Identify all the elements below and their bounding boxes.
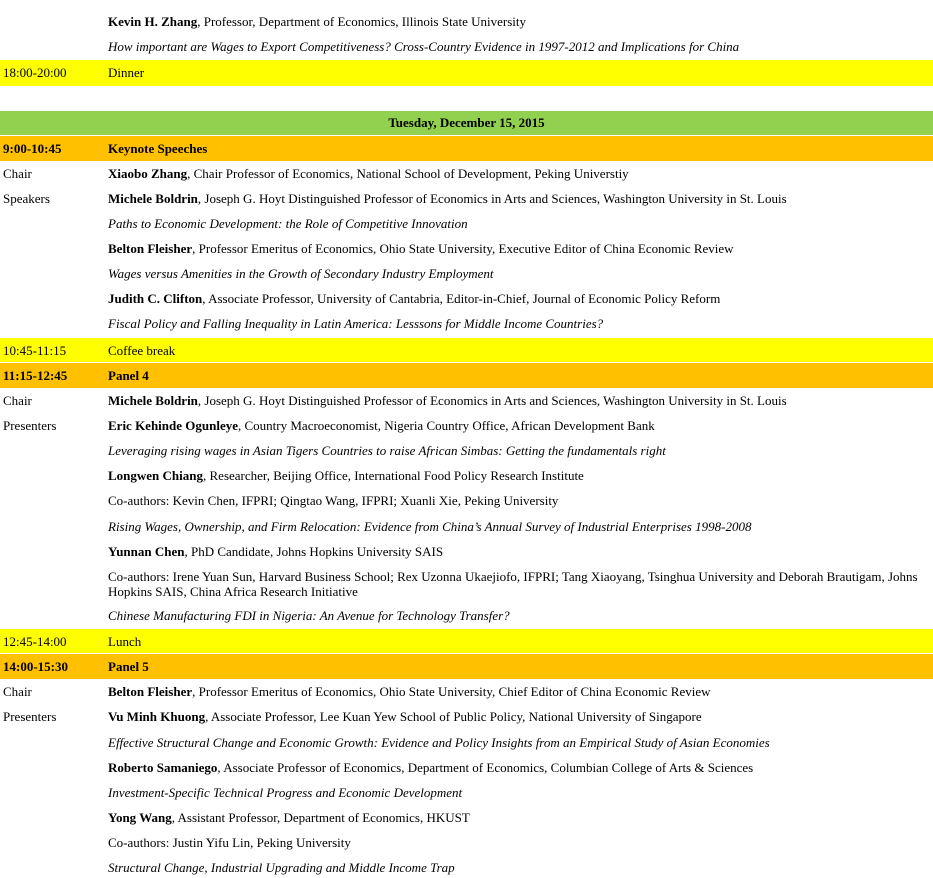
panel5-presenter-3 xyxy=(0,806,933,830)
paper-title: Fiscal Policy and Falling Inequality in Latin America: Lesssons for Middle Income Countries? xyxy=(108,316,604,331)
lunch-row xyxy=(0,629,933,653)
dinner-row xyxy=(0,60,933,86)
coauthors: Co-authors: Kevin Chen, IFPRI; Qingtao Wang, IFPRI; Xuanli Xie, Peking University xyxy=(108,493,559,508)
day-header: Tuesday, December 15, 2015 xyxy=(388,115,545,130)
panel4-coauthors-2 xyxy=(0,489,933,513)
speaker-affiliation: , Professor Emeritus of Economics, Ohio State University, Executive Editor of China Economic Review xyxy=(192,241,734,256)
panel5-header-row xyxy=(0,654,933,679)
keynote-paper-1 xyxy=(0,212,933,236)
panel5-paper-3 xyxy=(0,856,933,878)
panel5-paper-1 xyxy=(0,731,933,755)
chair-name: Xiaobo Zhang xyxy=(108,166,188,181)
dinner-label: Dinner xyxy=(108,65,145,80)
keynote-paper-2 xyxy=(0,262,933,286)
presenter-name: Yunnan Chen xyxy=(108,544,185,559)
presenter-name: Vu Minh Khuong xyxy=(108,709,206,724)
keynote-speaker-2 xyxy=(0,237,933,261)
chair-affiliation: , Joseph G. Hoyt Distinguished Professor of Economics in Arts and Sciences, Washington University in St. Louis xyxy=(197,393,787,408)
panel5-coauthors-3 xyxy=(0,831,933,855)
paper-title: Effective Structural Change and Economic Growth: Evidence and Policy Insights from an Empirical Study of Asian Economies xyxy=(108,735,770,750)
keynote-speaker-1 xyxy=(0,187,933,211)
keynote-paper-3 xyxy=(0,312,933,336)
presenter-affiliation: , Assistant Professor, Department of Economics, HKUST xyxy=(171,810,470,825)
panel4-presenter-3 xyxy=(0,540,933,564)
paper-title: Structural Change, Industrial Upgrading and Middle Income Trap xyxy=(108,860,455,875)
chair-label: Chair xyxy=(3,393,32,408)
presenter-name: Eric Kehinde Ogunleye xyxy=(108,418,238,433)
presenter-affiliation: , PhD Candidate, Johns Hopkins University SAIS xyxy=(184,544,444,559)
panel4-chair-row xyxy=(0,389,933,413)
coffee-row xyxy=(0,338,933,362)
panel4-time: 11:15-12:45 xyxy=(3,368,68,383)
presenter-affiliation: , Associate Professor, Lee Kuan Yew School of Public Policy, National University of Singapore xyxy=(205,709,702,724)
chair-name: Belton Fleisher xyxy=(108,684,193,699)
keynote-time: 9:00-10:45 xyxy=(3,141,62,156)
presenter-affiliation: , Associate Professor of Economics, Department of Economics, Columbian College of Arts & Sciences xyxy=(217,760,754,775)
panel5-presenter-1 xyxy=(0,705,933,729)
speaker-affiliation: , Professor, Department of Economics, Illinois State University xyxy=(197,14,526,29)
chair-label: Chair xyxy=(3,684,32,699)
presenters-label: Presenters xyxy=(3,418,57,433)
presenter-name: Yong Wang xyxy=(108,810,172,825)
panel4-presenter-2 xyxy=(0,464,933,488)
presenter-affiliation: , Researcher, Beijing Office, International Food Policy Research Institute xyxy=(203,468,584,483)
chair-affiliation: , Chair Professor of Economics, National School of Development, Peking Universtiy xyxy=(187,166,629,181)
coauthors: Co-authors: Justin Yifu Lin, Peking University xyxy=(108,835,351,850)
presenter-name: Roberto Samaniego xyxy=(108,760,218,775)
keynote-chair-row xyxy=(0,162,933,186)
coffee-time: 10:45-11:15 xyxy=(3,343,67,358)
speaker-affiliation: , Associate Professor, University of Cantabria, Editor-in-Chief, Journal of Economic Policy Reform xyxy=(202,291,721,306)
panel5-title: Panel 5 xyxy=(108,659,149,674)
chair-name: Michele Boldrin xyxy=(108,393,198,408)
paper-title: How important are Wages to Export Competitiveness? Cross-Country Evidence in 1997-2012 and Implications for China xyxy=(108,39,740,54)
panel5-paper-2 xyxy=(0,781,933,805)
chair-label: Chair xyxy=(3,166,32,181)
keynote-title: Keynote Speeches xyxy=(108,141,208,156)
paper-title: Wages versus Amenities in the Growth of Secondary Industry Employment xyxy=(108,266,494,281)
paper-title: Investment-Specific Technical Progress and Economic Development xyxy=(108,785,463,800)
keynote-speaker-3 xyxy=(0,287,933,311)
paper-title: Rising Wages, Ownership, and Firm Relocation: Evidence from China’s Annual Survey of Industrial Enterprises 1998-2008 xyxy=(108,519,752,534)
panel4-paper-2 xyxy=(0,514,933,538)
paper-title: Chinese Manufacturing FDI in Nigeria: An Avenue for Technology Transfer? xyxy=(108,608,510,623)
presenter-name: Longwen Chiang xyxy=(108,468,203,483)
lunch-time: 12:45-14:00 xyxy=(3,634,67,649)
speaker-affiliation: , Joseph G. Hoyt Distinguished Professor of Economics in Arts and Sciences, Washington University in St. Louis xyxy=(197,191,787,206)
panel5-time: 14:00-15:30 xyxy=(3,659,68,674)
paper-row xyxy=(0,37,933,59)
chair-affiliation: , Professor Emeritus of Economics, Ohio State University, Chief Editor of China Economic Review xyxy=(192,684,711,699)
coffee-label: Coffee break xyxy=(108,343,176,358)
speaker-name: Judith C. Clifton xyxy=(108,291,203,306)
paper-title: Leveraging rising wages in Asian Tigers Countries to raise African Simbas: Getting the fundamentals right xyxy=(108,443,666,458)
panel4-paper-3 xyxy=(0,605,933,627)
coauthors: Co-authors: Irene Yuan Sun, Harvard Business School; Rex Uzonna Ukaejiofo, IFPRI; Tang Xiaoyang, Tsinghua University and Deborah Brautigam, Johns Hopkins SAIS, China Africa Research Initiative xyxy=(108,569,918,599)
panel4-paper-1 xyxy=(0,439,933,463)
panel4-header-row xyxy=(0,363,933,388)
panel4-coauthors-3 xyxy=(0,566,933,604)
entry-kevin-zhang xyxy=(0,12,933,34)
panel4-presenter-1 xyxy=(0,414,933,438)
speakers-label: Speakers xyxy=(3,191,50,206)
dinner-time: 18:00-20:00 xyxy=(3,65,67,80)
lunch-label: Lunch xyxy=(108,634,142,649)
day-header-row xyxy=(0,111,933,135)
panel5-presenter-2 xyxy=(0,756,933,780)
presenter-affiliation: , Country Macroeconomist, Nigeria Country Office, African Development Bank xyxy=(238,418,655,433)
speaker-name: Michele Boldrin xyxy=(108,191,198,206)
panel5-chair-row xyxy=(0,680,933,704)
keynote-header-row xyxy=(0,136,933,161)
speaker-name: Belton Fleisher xyxy=(108,241,193,256)
paper-title: Paths to Economic Development: the Role of Competitive Innovation xyxy=(108,216,468,231)
panel4-title: Panel 4 xyxy=(108,368,149,383)
presenters-label: Presenters xyxy=(3,709,57,724)
speaker-name: Kevin H. Zhang xyxy=(108,14,198,29)
